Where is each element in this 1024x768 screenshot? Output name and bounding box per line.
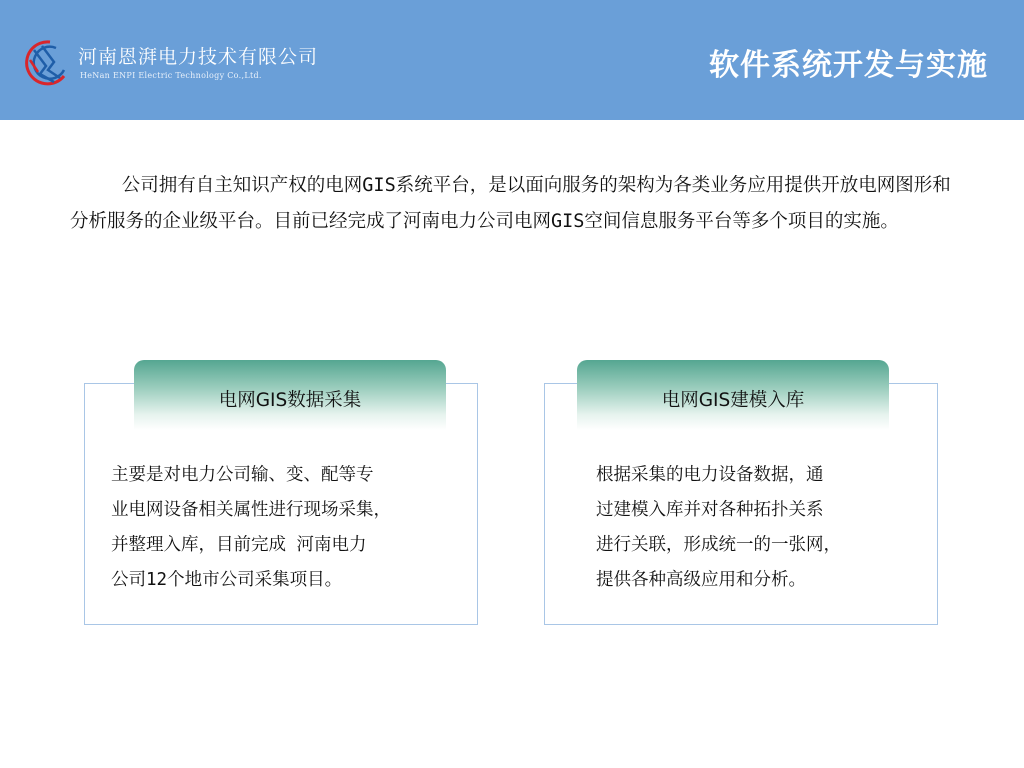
card-body-line: 主要是对电力公司输、变、配等专 [111,465,374,485]
card-body-line: 公司12个地市公司采集项目。 [111,570,343,590]
card-title-data-collection: 电网GIS数据采集 [134,360,446,430]
company-name-english: HeNan ENPI Electric Technology Co.,Ltd. [80,71,262,80]
intro-paragraph: 公司拥有自主知识产权的电网GIS系统平台，是以面向服务的架构为各类业务应用提供开放电网图形和分析服务的企业级平台。目前已经完成了河南电力公司电网GIS空间信息服务平台等多个项目的实施。 [70,175,951,232]
company-logo-icon [20,36,72,88]
header-banner [0,0,1024,120]
card-body-line: 过建模入库并对各种拓扑关系 [596,500,824,520]
card-body-data-collection [111,458,391,598]
card-body-line: 提供各种高级应用和分析。 [596,570,806,590]
card-body-line: 进行关联，形成统一的一张网， [596,535,841,555]
page-title: 软件系统开发与实施 [709,48,988,83]
card-body-line: 业电网设备相关属性进行现场采集， [111,500,391,520]
company-name: 河南恩湃电力技术有限公司 [78,46,319,68]
card-title-modeling: 电网GIS建模入库 [577,360,889,430]
card-body-line: 并整理入库，目前完成 河南电力 [111,535,367,555]
card-body-modeling [596,458,841,598]
card-body-line: 根据采集的电力设备数据，通 [596,465,824,485]
